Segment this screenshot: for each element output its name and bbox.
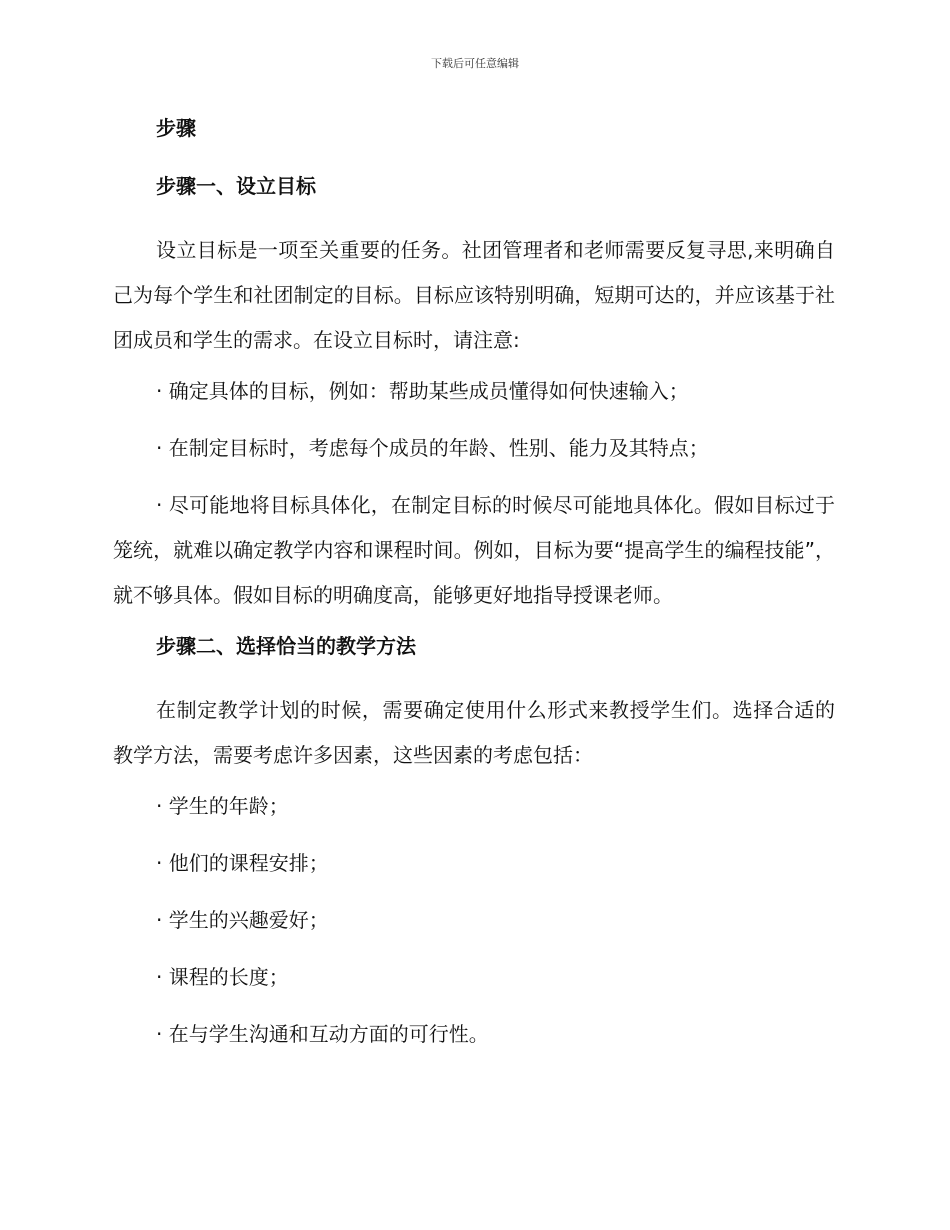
step2-intro: 在制定教学计划的时候，需要确定使用什么形式来教授学生们。选择合适的教学方法，需要考虑许多因素，这些因素的考虑包括： — [113, 698, 835, 767]
step2-bullet-3: · 学生的兴趣爱好； — [156, 908, 329, 932]
page-header: 下载后可任意编辑 — [431, 57, 519, 70]
step1-bullet-3: · 尽可能地将目标具体化，在制定目标的时候尽可能地具体化。假如目标过于笼统，就难以确定教学内容和课程时间。例如，目标为要“提高学生的编程技能”，就不够具体。假如目标的明确度高，能够更好地指导授课老师。 — [113, 493, 835, 607]
step2-bullet-4: · 课程的长度； — [156, 965, 289, 989]
step1-bullet-2: · 在制定目标时，考虑每个成员的年龄、性别、能力及其特点； — [156, 436, 709, 460]
step2-bullet-1: · 学生的年龄； — [156, 794, 289, 818]
step1-intro: 设立目标是一项至关重要的任务。社团管理者和老师需要反复寻思,来明确自己为每个学生和社团制定的目标。目标应该特别明确，短期可达的，并应该基于社团成员和学生的需求。在设立目标时，请注意: — [113, 238, 835, 352]
step1-heading: 步骤一、设立目标 — [156, 174, 316, 198]
step1-bullet-1: · 确定具体的目标，例如：帮助某些成员懂得如何快速输入； — [156, 379, 689, 403]
step2-bullet-5: · 在与学生沟通和互动方面的可行性。 — [156, 1022, 489, 1046]
document-body — [113, 112, 835, 1075]
main-heading: 步骤 — [156, 116, 196, 140]
step2-bullet-2: · 他们的课程安排； — [156, 851, 329, 875]
step2-heading: 步骤二、选择恰当的教学方法 — [156, 634, 416, 658]
